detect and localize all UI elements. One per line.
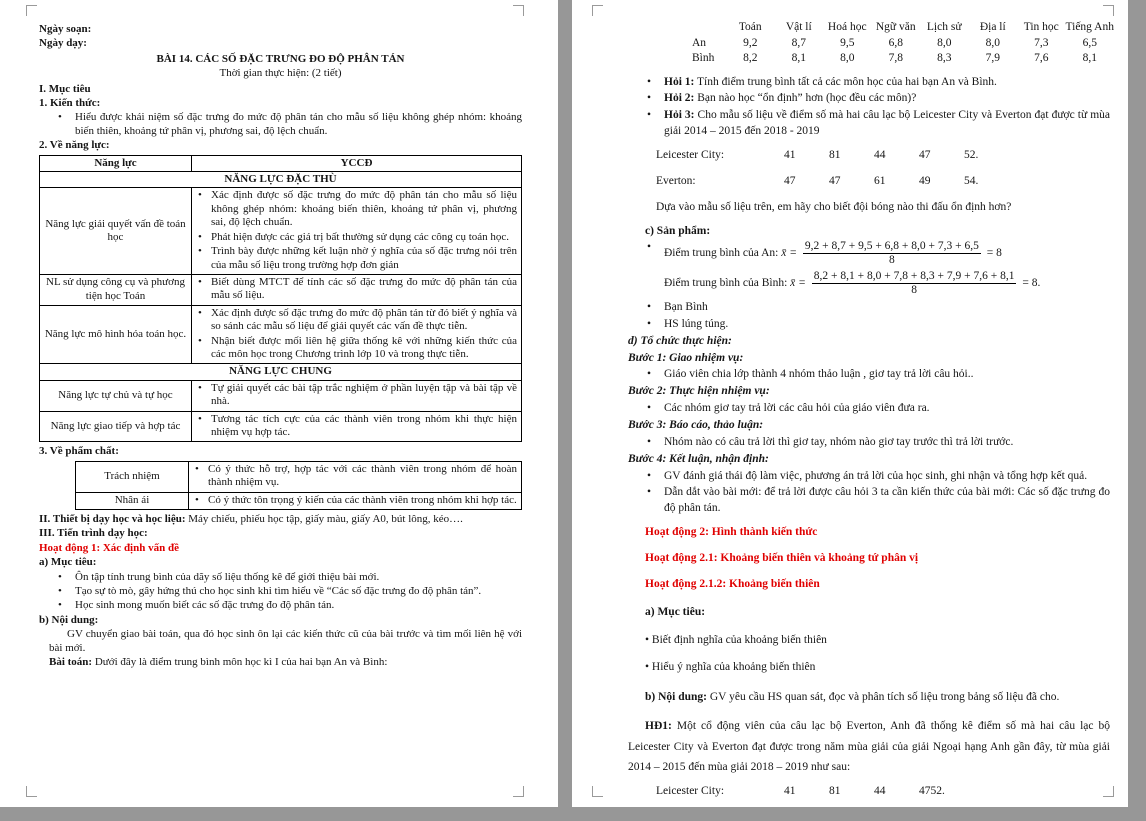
cell-bullet xyxy=(196,413,517,440)
bullet-text: Phát hiện được các giá trị bất thường sử dụng các công cụ toán học. xyxy=(211,230,510,243)
ngay-day-line: Ngày dạy: xyxy=(39,37,87,50)
bullet-text: Dẫn dắt vào bài mới: để trả lời được câu hỏi 3 ta cần kiến thức của bài mới: Các số đặc trưng đo độ phân tán. xyxy=(664,486,1110,515)
row-content xyxy=(192,411,522,442)
row-content xyxy=(192,274,522,305)
muc-tieu-bullet xyxy=(39,585,522,598)
xbar-symbol: x̄ = xyxy=(781,247,797,260)
dua-vao-line: Dựa vào mẫu số liệu trên, em hãy cho biết đội bóng nào thi đấu ổn định hơn? xyxy=(656,200,1012,213)
score-cell: 8,2 xyxy=(743,52,758,65)
hoi-3-bullet xyxy=(628,108,1110,140)
muc-tieu-bullet xyxy=(39,599,522,612)
table-row xyxy=(40,188,522,274)
bullet-text: Nhận biết được mối liên hệ giữa thống kê với những kiến thức của các môn học trong Chương trình lớp 10 và trong thực tiễn. xyxy=(211,334,517,360)
muc-tieu-2-bullet: • Hiểu ý nghĩa của khoảng biến thiên xyxy=(645,661,816,674)
section-i-heading: I. Mục tiêu xyxy=(39,82,91,95)
row-label: Trách nhiệm xyxy=(76,461,189,492)
bullet-text: Tạo sự tò mò, gây hứng thú cho học sinh khi tìm hiểu về “Các số đặc trưng đo độ phân tán”. xyxy=(75,585,482,598)
score-cell: 8,7 xyxy=(791,36,806,49)
cell-bullet xyxy=(196,307,517,334)
fraction-numerator: 8,2 + 8,1 + 8,0 + 7,8 + 8,3 + 7,9 + 7,6 + 8,1 xyxy=(813,270,1015,283)
table-row xyxy=(664,20,1114,36)
cell-bullet xyxy=(196,335,517,362)
group-header-chung: NĂNG LỰC CHUNG xyxy=(40,364,522,380)
bullet-text: Có ý thức hỗ trợ, hợp tác với các thành viên trong nhóm để hoàn thành nhiệm vụ. xyxy=(208,462,517,489)
col-header-nang-luc: Năng lực xyxy=(40,155,192,171)
score-cell: 9,2 xyxy=(743,36,758,49)
cell-bullet xyxy=(193,463,517,490)
page-1 xyxy=(0,0,558,807)
buoc-4-bullet xyxy=(628,469,1110,485)
score-cell: 8,0 xyxy=(840,52,855,65)
row-label: NL sử dụng công cụ và phương tiện học Toán xyxy=(40,274,192,305)
score-value: 41 xyxy=(784,785,796,798)
score-cell: 9,5 xyxy=(840,36,855,49)
score-value: 44 xyxy=(874,148,886,161)
hd1-text: Một cổ động viên của câu lạc bộ Everton, Anh đã thống kê điểm số mà hai câu lạc bộ Leicester City và Everton đạt được trong năm mùa giải của giải Ngoại hạng Anh gần đây, từ mùa giải 2014 – 2015 đến mùa giải 2018 – 2019 như sau: xyxy=(628,720,1110,774)
score-row-label: An xyxy=(692,36,707,49)
buoc-4-bullet xyxy=(628,485,1110,517)
bullet-text: HS lúng túng. xyxy=(664,317,729,330)
san-pham-bullet xyxy=(628,300,1110,316)
bullet-text: Hiểu được khái niệm số đặc trưng đo mức độ phân tán cho mẫu số liệu không ghép nhóm: khoảng biến thiên, khoảng tứ phân vị, phương sai, độ lệch chuẩn. xyxy=(75,111,522,137)
score-row-label: Bình xyxy=(692,52,715,65)
row-content xyxy=(189,461,522,492)
team-label: Everton: xyxy=(656,174,696,187)
a-muc-tieu-heading: a) Mục tiêu: xyxy=(39,556,97,569)
formula-result: = 8 xyxy=(986,247,1002,260)
margin-mark-icon xyxy=(592,5,603,16)
score-cell: 7,3 xyxy=(1034,36,1049,49)
hoat-dong-2-heading: Hoạt động 2: Hình thành kiến thức xyxy=(645,526,818,539)
hoat-dong-2-1-heading: Hoạt động 2.1: Khoảng biến thiên và khoảng tứ phân vị xyxy=(645,551,919,564)
hoi-3-label: Hỏi 3: xyxy=(664,109,695,122)
formula-math xyxy=(781,240,1002,267)
table-row xyxy=(40,364,522,380)
score-cell: 6,5 xyxy=(1082,36,1097,49)
table-row xyxy=(664,51,1114,67)
buoc-1-bullet xyxy=(628,367,1110,383)
margin-mark-icon xyxy=(26,786,37,797)
buoc-2-heading: Bước 2: Thực hiện nhiệm vụ: xyxy=(628,385,770,398)
fraction-denominator: 8 xyxy=(888,254,895,267)
table-row xyxy=(40,172,522,188)
score-cell: 8,1 xyxy=(791,52,806,65)
table-row xyxy=(76,461,522,492)
b-noi-dung-heading: b) Nội dung: xyxy=(39,613,99,626)
section-2-heading: 2. Về năng lực: xyxy=(39,139,110,152)
cell-bullet xyxy=(193,494,517,507)
hoi-1-label: Hỏi 1: xyxy=(664,75,695,88)
score-cell: 7,8 xyxy=(888,52,903,65)
table-row xyxy=(664,36,1114,52)
fraction-numerator: 9,2 + 8,7 + 9,5 + 6,8 + 8,0 + 7,3 + 6,5 xyxy=(804,240,979,253)
muc-tieu-2-bullet: • Biết định nghĩa của khoảng biến thiên xyxy=(645,633,827,646)
cell-bullet xyxy=(196,189,517,229)
section-ii-line xyxy=(39,513,522,526)
bai-toan-label: Bài toán: xyxy=(49,656,93,669)
muc-tieu-bullet xyxy=(39,571,522,584)
buoc-3-heading: Bước 3: Báo cáo, thảo luận: xyxy=(628,418,764,431)
row-content xyxy=(192,188,522,274)
score-value: 49 xyxy=(919,174,931,187)
score-value: 81 xyxy=(829,785,841,798)
table-row xyxy=(40,411,522,442)
formula-lead: Điểm trung bình của An: xyxy=(664,247,779,260)
table-row xyxy=(40,380,522,411)
hoi-1-text: Tính điểm trung bình tất cả các môn học của hai bạn An và Bình. xyxy=(697,75,997,88)
bullet-text: Các nhóm giơ tay trả lời các câu hỏi của giáo viên đưa ra. xyxy=(664,402,930,415)
score-value: 47 xyxy=(919,148,931,161)
score-header: Ngữ văn xyxy=(875,21,916,33)
margin-mark-icon xyxy=(592,786,603,797)
section-ii-text: Máy chiếu, phiếu học tập, giấy màu, giấy A0, bút lông, kéo…. xyxy=(188,513,463,525)
bullet-text: Học sinh mong muốn biết các số đặc trưng đo độ phân tán. xyxy=(75,599,335,612)
bullet-text: Xác định được số đặc trưng đo mức độ phân tán cho mẫu số liệu không ghép nhóm: khoảng biến thiên, khoảng tứ phân vị, phương sai, độ lệch chuẩn. xyxy=(211,189,517,229)
score-value: 81 xyxy=(829,148,841,161)
kien-thuc-bullet xyxy=(39,111,522,138)
page-2 xyxy=(572,0,1128,807)
buoc-4-heading: Bước 4: Kết luận, nhận định: xyxy=(628,452,769,465)
section-3-heading: 3. Về phẩm chất: xyxy=(39,445,119,458)
leicester-score-line xyxy=(628,148,1110,164)
row-content xyxy=(192,305,522,364)
bullet-text: Tương tác tích cực của các thành viên trong nhóm khi thực hiện nhiệm vụ hợp tác. xyxy=(211,412,517,438)
row-content xyxy=(189,492,522,509)
diem-tb-an-formula xyxy=(628,240,1110,267)
score-value: 52. xyxy=(964,148,979,161)
hoi-1-bullet xyxy=(628,75,1110,91)
cell-bullet xyxy=(196,382,517,409)
score-value: 54. xyxy=(964,174,979,187)
score-cell: 8,3 xyxy=(937,52,952,65)
col-header-yccd: YCCĐ xyxy=(192,155,522,171)
hoi-2-label: Hỏi 2: xyxy=(664,92,695,105)
b-noi-dung-2-text: GV yêu cầu HS quan sát, đọc và phân tích số liệu trong bảng số liệu đã cho. xyxy=(709,691,1060,704)
score-cell: 8,0 xyxy=(937,36,952,49)
row-label: Năng lực giải quyết vấn đề toán học xyxy=(40,188,192,274)
score-cell: 8,0 xyxy=(985,36,1000,49)
row-label: Năng lực tự chủ và tự học xyxy=(40,380,192,411)
margin-mark-icon xyxy=(1103,786,1114,797)
hd1-paragraph xyxy=(628,716,1110,778)
group-header-dac-thu: NĂNG LỰC ĐẶC THÙ xyxy=(40,172,522,188)
row-label: Nhân ái xyxy=(76,492,189,509)
bullet-text: GV đánh giá thái độ làm việc, phương án trả lời của học sinh, ghi nhận và tổng hợp kết quả. xyxy=(664,469,1088,482)
d-to-chuc-heading: d) Tổ chức thực hiện: xyxy=(628,334,732,347)
c-san-pham-heading: c) Sản phẩm: xyxy=(645,224,711,237)
margin-mark-icon xyxy=(26,5,37,16)
section-1-heading: 1. Kiến thức: xyxy=(39,97,101,110)
hoat-dong-1-heading: Hoạt động 1: Xác định vấn đề xyxy=(39,541,179,554)
bullet-text: Có ý thức tôn trọng ý kiến của các thành viên trong nhóm khi hợp tác. xyxy=(208,493,517,506)
cell-bullet xyxy=(196,231,517,244)
nang-luc-table xyxy=(39,155,522,443)
ngay-soan-line: Ngày soạn: xyxy=(39,23,92,35)
buoc-1-heading: Bước 1: Giao nhiệm vụ: xyxy=(628,351,744,364)
formula-math xyxy=(790,270,1041,297)
margin-mark-icon xyxy=(513,5,524,16)
diem-trung-binh-table xyxy=(664,20,1114,67)
san-pham-bullet xyxy=(628,317,1110,333)
row-label: Năng lực giao tiếp và hợp tác xyxy=(40,411,192,442)
bullet-text: Xác định được số đặc trưng đo mức độ phân tán từ đó biết ý nghĩa và so sánh các mẫu số liệu để giải quyết các vấn đề thực tiễn. xyxy=(211,306,517,333)
cell-bullet xyxy=(196,245,517,272)
table-row xyxy=(40,155,522,171)
bullet-text: Nhóm nào có câu trả lời thì giơ tay, nhóm nào giơ tay trước thì trả lời trước. xyxy=(664,435,1014,448)
fraction-denominator: 8 xyxy=(911,284,917,297)
score-value: 47 xyxy=(784,174,796,187)
score-cell: 8,1 xyxy=(1082,52,1097,65)
buoc-3-bullet xyxy=(628,435,1110,451)
bullet-text: Giáo viên chia lớp thành 4 nhóm thảo luận , giơ tay trả lời câu hỏi.. xyxy=(664,368,974,381)
row-label: Năng lực mô hình hóa toán học. xyxy=(40,305,192,364)
formula-lead: Điểm trung bình của Bình: xyxy=(664,277,788,290)
score-header: Vật lí xyxy=(785,21,812,33)
formula-result: = 8. xyxy=(1022,277,1041,290)
buoc-2-bullet xyxy=(628,401,1110,417)
score-value: 4752. xyxy=(919,785,945,798)
score-value: 47 xyxy=(829,174,841,187)
score-header: Địa lí xyxy=(979,21,1006,33)
bullet-text: Bạn Bình xyxy=(664,300,708,313)
hoi-2-bullet xyxy=(628,91,1110,107)
score-cell xyxy=(664,20,726,36)
diem-tb-binh-formula xyxy=(628,270,1110,297)
leicester-score-line-2 xyxy=(628,784,1110,800)
bullet-text: Tự giải quyết các bài tập trắc nghiệm ở phần luyện tập và bài tập về nhà. xyxy=(211,381,517,408)
bai-toan-text: Dưới đây là điểm trung bình môn học kì I của hai bạn An và Bình: xyxy=(94,656,388,669)
a-muc-tieu-2-heading: a) Mục tiêu: xyxy=(645,605,706,618)
bullet-text: Ôn tập tính trung bình của dãy số liệu thống kê để giới thiệu bài mới. xyxy=(75,570,380,583)
hoi-3-text: Cho mẫu số liệu về điểm số mà hai câu lạc bộ Leicester City và Everton đạt được từ mùa giải 2014 – 2015 đến 2018 - 2019 xyxy=(664,109,1111,138)
hoat-dong-2-1-2-heading: Hoạt động 2.1.2: Khoảng biến thiên xyxy=(645,577,820,590)
lesson-title: BÀI 14. CÁC SỐ ĐẶC TRƯNG ĐO ĐỘ PHÂN TÁN xyxy=(156,52,405,65)
score-value: 61 xyxy=(874,174,886,187)
score-cell: 7,6 xyxy=(1034,52,1049,65)
hoi-2-text: Bạn nào học “ổn định” hơn (học đều các môn)? xyxy=(697,92,917,105)
team-label: Leicester City: xyxy=(656,785,725,798)
row-content xyxy=(192,380,522,411)
section-ii-heading: II. Thiết bị dạy học và học liệu: xyxy=(39,513,186,525)
noi-dung-paragraph: GV chuyển giao bài toán, qua đó học sinh ôn lại các kiến thức cũ của bài trước và tìm mối liên hệ với bài mới. xyxy=(49,628,522,654)
margin-mark-icon xyxy=(1103,5,1114,16)
bai-toan-line xyxy=(49,656,522,669)
score-header: Tiếng Anh xyxy=(1065,21,1114,33)
score-header: Lịch sử xyxy=(926,21,962,33)
table-row xyxy=(76,492,522,509)
lesson-subtitle: Thời gian thực hiện: (2 tiết) xyxy=(219,67,342,80)
bullet-text: Trình bày được những kết luận nhờ ý nghĩa của số đặc trưng nói trên của mẫu số liệu trong trường hợp đơn giản xyxy=(211,245,517,271)
b-noi-dung-2-heading: b) Nội dung: xyxy=(645,691,707,704)
hd1-label: HĐ1: xyxy=(645,720,672,733)
fraction xyxy=(803,240,981,267)
pham-chat-table xyxy=(75,461,522,510)
margin-mark-icon xyxy=(513,786,524,797)
score-value: 41 xyxy=(784,148,796,161)
score-cell: 6,8 xyxy=(888,36,903,49)
table-row xyxy=(40,305,522,364)
team-label: Leicester City: xyxy=(656,148,725,161)
b-noi-dung-2-line xyxy=(628,690,1110,706)
score-header: Tin học xyxy=(1023,21,1059,33)
xbar-symbol: x̄ = xyxy=(790,277,806,290)
score-header: Toán xyxy=(738,21,762,33)
section-iii-heading: III. Tiến trình dạy học: xyxy=(39,527,148,540)
fraction xyxy=(812,270,1017,297)
score-cell: 7,9 xyxy=(985,52,1000,65)
cell-bullet xyxy=(196,276,517,303)
everton-score-line xyxy=(628,174,1110,190)
score-header: Hoá học xyxy=(827,21,867,33)
bullet-text: Biết dùng MTCT để tính các số đặc trưng đo mức độ phân tán của mẫu số liệu. xyxy=(211,275,517,302)
score-value: 44 xyxy=(874,785,886,798)
table-row xyxy=(40,274,522,305)
